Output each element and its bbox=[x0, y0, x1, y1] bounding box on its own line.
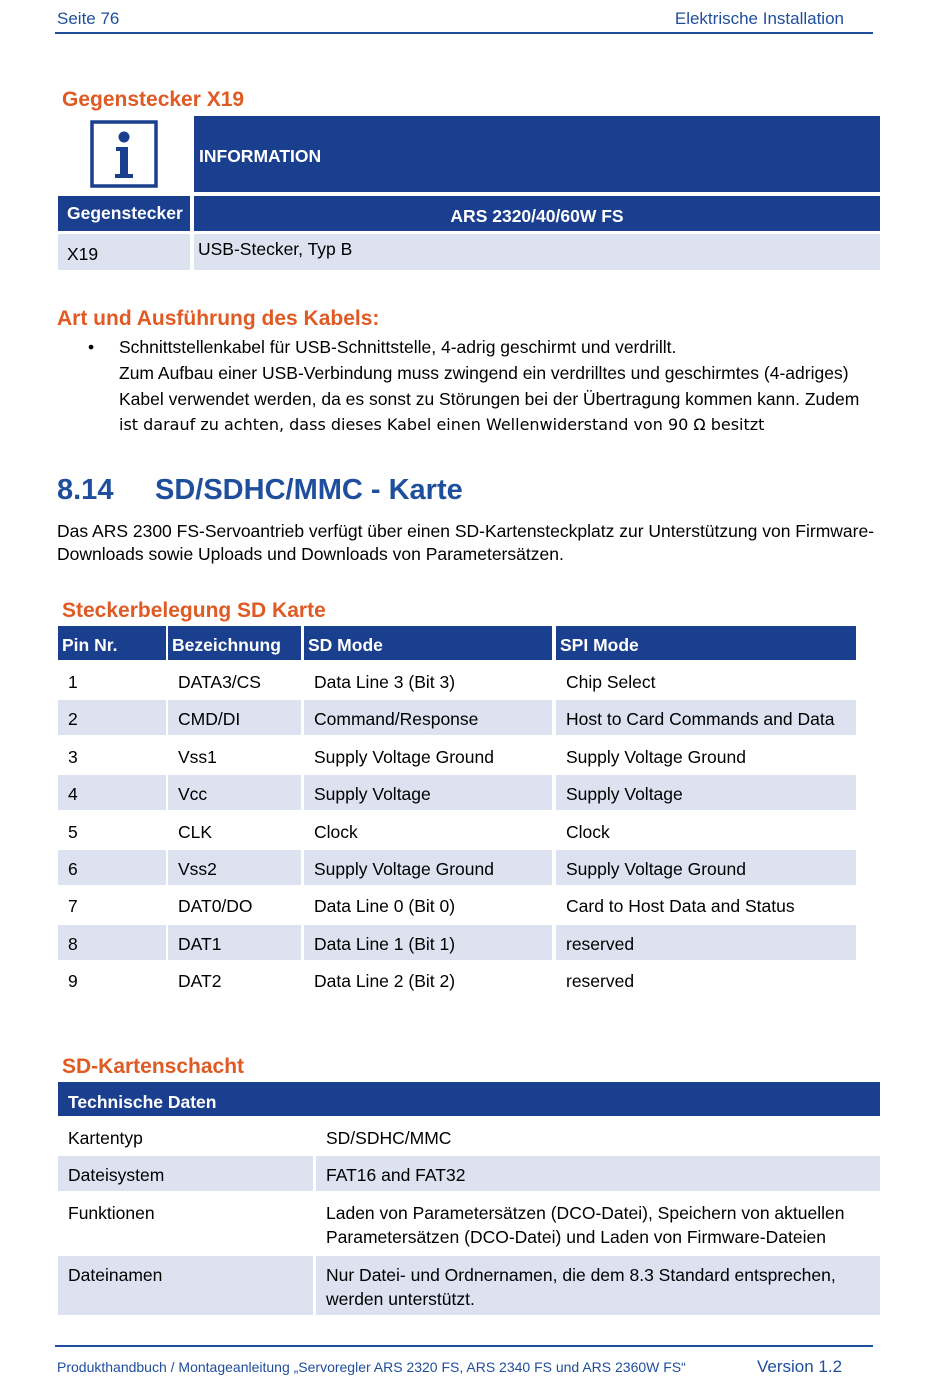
header-divider bbox=[55, 32, 873, 34]
pin-table-cell: Command/Response bbox=[304, 700, 552, 735]
info-banner bbox=[194, 116, 880, 192]
pin-table-cell: Card to Host Data and Status bbox=[556, 887, 856, 922]
slot-table-heading: SD-Kartenschacht bbox=[62, 1055, 245, 1078]
pin-table-cell: DAT1 bbox=[168, 925, 301, 960]
pin-table-cell: 9 bbox=[58, 962, 166, 997]
slot-table-value-line1: Laden von Parametersätzen (DCO-Datei), Speichern von aktuellen bbox=[326, 1203, 845, 1223]
pin-table-cell: 6 bbox=[58, 850, 166, 885]
cable-text-line1: Schnittstellenkabel für USB-Schnittstelle, 4-adrig geschirmt und verdrillt. bbox=[119, 337, 677, 357]
pin-table-cell: Supply Voltage Ground bbox=[304, 738, 552, 773]
footer-version: Version 1.2 bbox=[757, 1357, 843, 1376]
pin-table-header-cell: SD Mode bbox=[304, 626, 552, 660]
pin-table-cell: Supply Voltage Ground bbox=[556, 738, 856, 773]
pin-table-cell: Data Line 3 (Bit 3) bbox=[304, 663, 552, 698]
slot-table-value-line1: SD/SDHC/MMC bbox=[326, 1128, 452, 1148]
pin-table-cell: CMD/DI bbox=[168, 700, 301, 735]
pin-table-cell: Supply Voltage Ground bbox=[304, 850, 552, 885]
bullet-dot: • bbox=[88, 337, 95, 357]
pin-table-cell: Vss2 bbox=[168, 850, 301, 885]
cable-text-line4: ist darauf zu achten, dass dieses Kabel einen Wellenwiderstand von 90 Ω besitzt bbox=[119, 415, 765, 434]
pin-table-cell: Vss1 bbox=[168, 738, 301, 773]
pin-table-cell: Host to Card Commands and Data bbox=[556, 700, 856, 735]
pin-table-cell: Data Line 0 (Bit 0) bbox=[304, 887, 552, 922]
pin-table-cell: Clock bbox=[556, 813, 856, 848]
pin-table-cell: 1 bbox=[58, 663, 166, 698]
pin-table-cell: CLK bbox=[168, 813, 301, 848]
x19-col-header-connector: Gegenstecker bbox=[58, 196, 190, 231]
pin-table-cell: 5 bbox=[58, 813, 166, 848]
pin-table-cell: 2 bbox=[58, 700, 166, 735]
pin-table-cell: Data Line 1 (Bit 1) bbox=[304, 925, 552, 960]
cable-heading: Art und Ausführung des Kabels: bbox=[57, 307, 380, 330]
pin-table-cell: DAT2 bbox=[168, 962, 301, 997]
page-number: Seite 76 bbox=[57, 9, 120, 28]
pin-table-cell: reserved bbox=[556, 925, 856, 960]
header-section: Elektrische Installation bbox=[674, 9, 844, 28]
pin-table-cell: Data Line 2 (Bit 2) bbox=[304, 962, 552, 997]
footer-divider bbox=[55, 1345, 873, 1347]
slot-table-value-line1: Nur Datei- und Ordnernamen, die dem 8.3 Standard entsprechen, bbox=[326, 1265, 836, 1285]
slot-table-label: Dateinamen bbox=[58, 1256, 313, 1315]
x19-col-header-device: ARS 2320/40/60W FS bbox=[194, 196, 880, 231]
pin-table-cell: Supply Voltage Ground bbox=[556, 850, 856, 885]
pin-table-cell: reserved bbox=[556, 962, 856, 997]
footer-text: Produkthandbuch / Montageanleitung „Servoregler ARS 2320 FS, ARS 2340 FS und ARS 2360W FS“ bbox=[57, 1359, 686, 1375]
cable-text-line3: Kabel verwendet werden, da es sonst zu Störungen bei der Übertragung kommen kann. Zudem bbox=[119, 389, 860, 409]
slot-table-value-line2: Parametersätzen (DCO-Datei) und Laden von Firmware-Dateien bbox=[326, 1227, 826, 1247]
slot-table-value-line1: FAT16 and FAT32 bbox=[326, 1165, 466, 1185]
slot-table-label: Kartentyp bbox=[58, 1119, 313, 1154]
slot-table-value bbox=[316, 1119, 880, 1154]
pin-table-cell: Supply Voltage bbox=[304, 775, 552, 810]
section-number: 8.14 bbox=[57, 474, 114, 506]
slot-table-label: Funktionen bbox=[58, 1194, 313, 1253]
x19-row-pin: X19 bbox=[58, 234, 190, 270]
pin-table-cell: 8 bbox=[58, 925, 166, 960]
slot-table-value bbox=[316, 1256, 880, 1315]
pin-table-cell: DAT0/DO bbox=[168, 887, 301, 922]
x19-row-value: USB-Stecker, Typ B bbox=[194, 234, 880, 270]
pin-table-cell: 4 bbox=[58, 775, 166, 810]
pin-table-header-cell: SPI Mode bbox=[556, 626, 856, 660]
section-paragraph-line2: Downloads sowie Uploads und Downloads von Parametersätzen. bbox=[57, 544, 564, 564]
cable-text-line2: Zum Aufbau einer USB-Verbindung muss zwingend ein verdrilltes und geschirmtes (4-adriges) bbox=[119, 363, 849, 383]
info-icon bbox=[90, 120, 158, 188]
x19-heading: Gegenstecker X19 bbox=[62, 88, 245, 111]
pin-table-heading: Steckerbelegung SD Karte bbox=[62, 599, 326, 622]
pin-table-cell: 3 bbox=[58, 738, 166, 773]
pin-table-cell: Supply Voltage bbox=[556, 775, 856, 810]
section-title: SD/SDHC/MMC - Karte bbox=[155, 474, 463, 506]
slot-table-label: Dateisystem bbox=[58, 1156, 313, 1191]
slot-table-value bbox=[316, 1156, 880, 1191]
pin-table-header-cell: Bezeichnung bbox=[168, 626, 301, 660]
section-paragraph-line1: Das ARS 2300 FS-Servoantrieb verfügt über einen SD-Kartensteckplatz zur Unterstützung von Firmware- bbox=[57, 521, 875, 541]
slot-table-header: Technische Daten bbox=[58, 1082, 880, 1116]
pin-table-cell: Clock bbox=[304, 813, 552, 848]
pin-table-cell: DATA3/CS bbox=[168, 663, 301, 698]
info-label: INFORMATION bbox=[199, 146, 322, 166]
pin-table-cell: Vcc bbox=[168, 775, 301, 810]
pin-table-cell: 7 bbox=[58, 887, 166, 922]
pin-table-cell: Chip Select bbox=[556, 663, 856, 698]
slot-table-value bbox=[316, 1194, 880, 1253]
pin-table-header-cell: Pin Nr. bbox=[58, 626, 166, 660]
slot-table-value-line2: werden unterstützt. bbox=[326, 1289, 475, 1309]
